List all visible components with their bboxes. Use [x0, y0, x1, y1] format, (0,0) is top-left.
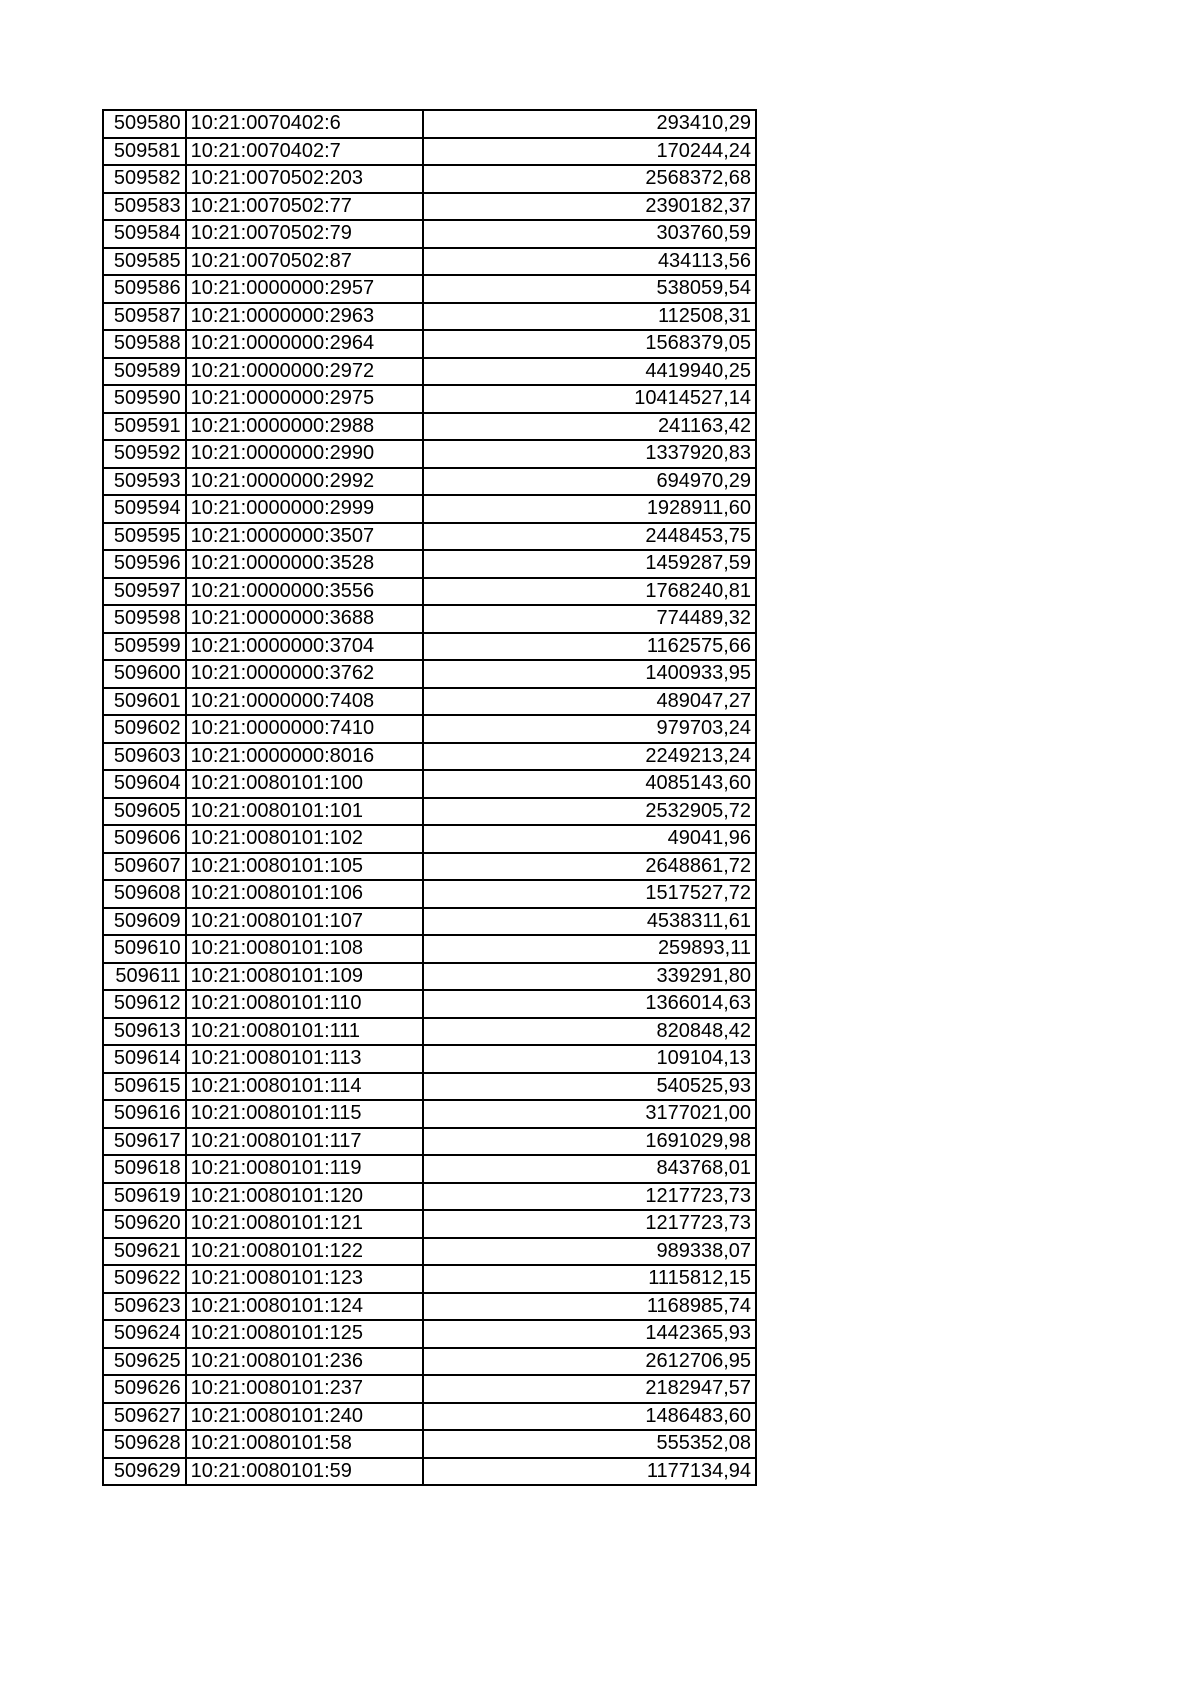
- row-number-cell: 509614: [103, 1045, 186, 1073]
- cadastral-value-cell: 339291,80: [423, 963, 756, 991]
- cadastral-value-cell: 1486483,60: [423, 1403, 756, 1431]
- cadastral-number-cell: 10:21:0080101:119: [186, 1155, 424, 1183]
- table-row: [103, 1238, 756, 1266]
- table-row: [103, 165, 756, 193]
- cadastral-number-cell: 10:21:0070502:77: [186, 193, 424, 221]
- cadastral-number-cell: 10:21:0000000:2975: [186, 385, 424, 413]
- table-row: [103, 385, 756, 413]
- cadastral-number-cell: 10:21:0000000:8016: [186, 743, 424, 771]
- cadastral-number-cell: 10:21:0080101:100: [186, 770, 424, 798]
- table-row: [103, 605, 756, 633]
- cadastral-value-cell: 241163,42: [423, 413, 756, 441]
- table-row: [103, 138, 756, 166]
- cadastral-value-cell: 555352,08: [423, 1430, 756, 1458]
- cadastral-value-cell: 843768,01: [423, 1155, 756, 1183]
- table-row: [103, 825, 756, 853]
- row-number-cell: 509623: [103, 1293, 186, 1321]
- cadastral-value-cell: 4419940,25: [423, 358, 756, 386]
- table-row: [103, 220, 756, 248]
- table-row: [103, 798, 756, 826]
- table-row: [103, 1128, 756, 1156]
- cadastral-number-cell: 10:21:0080101:121: [186, 1210, 424, 1238]
- table-row: [103, 1100, 756, 1128]
- cadastral-value-cell: 434113,56: [423, 248, 756, 276]
- cadastral-value-cell: 2648861,72: [423, 853, 756, 881]
- table-row: [103, 963, 756, 991]
- row-number-cell: 509598: [103, 605, 186, 633]
- table-row: [103, 1183, 756, 1211]
- table-row: [103, 633, 756, 661]
- row-number-cell: 509611: [103, 963, 186, 991]
- cadastral-number-cell: 10:21:0070402:6: [186, 110, 424, 138]
- row-number-cell: 509584: [103, 220, 186, 248]
- cadastral-number-cell: 10:21:0080101:236: [186, 1348, 424, 1376]
- cadastral-value-cell: 1400933,95: [423, 660, 756, 688]
- row-number-cell: 509606: [103, 825, 186, 853]
- row-number-cell: 509581: [103, 138, 186, 166]
- cadastral-value-cell: 820848,42: [423, 1018, 756, 1046]
- cadastral-value-cell: 259893,11: [423, 935, 756, 963]
- table-row: [103, 853, 756, 881]
- cadastral-number-cell: 10:21:0080101:106: [186, 880, 424, 908]
- cadastral-number-cell: 10:21:0070402:7: [186, 138, 424, 166]
- table-row: [103, 743, 756, 771]
- cadastral-value-table: [102, 109, 757, 1486]
- cadastral-number-cell: 10:21:0080101:108: [186, 935, 424, 963]
- cadastral-number-cell: 10:21:0080101:120: [186, 1183, 424, 1211]
- cadastral-value-cell: 540525,93: [423, 1073, 756, 1101]
- table-row: [103, 110, 756, 138]
- table-row: [103, 660, 756, 688]
- table-row: [103, 523, 756, 551]
- cadastral-value-cell: 112508,31: [423, 303, 756, 331]
- table-row: [103, 990, 756, 1018]
- cadastral-number-cell: 10:21:0080101:109: [186, 963, 424, 991]
- row-number-cell: 509613: [103, 1018, 186, 1046]
- cadastral-value-cell: 1568379,05: [423, 330, 756, 358]
- row-number-cell: 509620: [103, 1210, 186, 1238]
- table-row: [103, 1403, 756, 1431]
- cadastral-number-cell: 10:21:0000000:2988: [186, 413, 424, 441]
- table-row: [103, 1375, 756, 1403]
- table-row: [103, 1430, 756, 1458]
- cadastral-value-cell: 989338,07: [423, 1238, 756, 1266]
- cadastral-value-cell: 538059,54: [423, 275, 756, 303]
- table-row: [103, 495, 756, 523]
- row-number-cell: 509592: [103, 440, 186, 468]
- table-row: [103, 440, 756, 468]
- cadastral-number-cell: 10:21:0000000:3688: [186, 605, 424, 633]
- cadastral-number-cell: 10:21:0070502:79: [186, 220, 424, 248]
- cadastral-number-cell: 10:21:0080101:117: [186, 1128, 424, 1156]
- row-number-cell: 509591: [103, 413, 186, 441]
- cadastral-number-cell: 10:21:0000000:2964: [186, 330, 424, 358]
- table-row: [103, 550, 756, 578]
- cadastral-value-cell: 2612706,95: [423, 1348, 756, 1376]
- cadastral-number-cell: 10:21:0000000:2992: [186, 468, 424, 496]
- cadastral-number-cell: 10:21:0000000:3556: [186, 578, 424, 606]
- cadastral-number-cell: 10:21:0080101:115: [186, 1100, 424, 1128]
- table-row: [103, 1320, 756, 1348]
- cadastral-number-cell: 10:21:0000000:3528: [186, 550, 424, 578]
- row-number-cell: 509615: [103, 1073, 186, 1101]
- cadastral-number-cell: 10:21:0000000:2999: [186, 495, 424, 523]
- cadastral-value-cell: 2249213,24: [423, 743, 756, 771]
- table-row: [103, 303, 756, 331]
- cadastral-value-cell: 1768240,81: [423, 578, 756, 606]
- row-number-cell: 509607: [103, 853, 186, 881]
- row-number-cell: 509600: [103, 660, 186, 688]
- cadastral-value-cell: 10414527,14: [423, 385, 756, 413]
- cadastral-number-cell: 10:21:0080101:113: [186, 1045, 424, 1073]
- row-number-cell: 509583: [103, 193, 186, 221]
- cadastral-number-cell: 10:21:0080101:240: [186, 1403, 424, 1431]
- row-number-cell: 509612: [103, 990, 186, 1018]
- cadastral-number-cell: 10:21:0080101:59: [186, 1458, 424, 1486]
- cadastral-value-cell: 293410,29: [423, 110, 756, 138]
- cadastral-number-cell: 10:21:0080101:114: [186, 1073, 424, 1101]
- cadastral-value-cell: 1442365,93: [423, 1320, 756, 1348]
- table-row: [103, 1045, 756, 1073]
- row-number-cell: 509621: [103, 1238, 186, 1266]
- cadastral-number-cell: 10:21:0080101:102: [186, 825, 424, 853]
- cadastral-number-cell: 10:21:0000000:7408: [186, 688, 424, 716]
- row-number-cell: 509605: [103, 798, 186, 826]
- table-row: [103, 1018, 756, 1046]
- table-row: [103, 880, 756, 908]
- cadastral-number-cell: 10:21:0000000:2957: [186, 275, 424, 303]
- row-number-cell: 509595: [103, 523, 186, 551]
- cadastral-number-cell: 10:21:0080101:124: [186, 1293, 424, 1321]
- row-number-cell: 509602: [103, 715, 186, 743]
- cadastral-value-cell: 979703,24: [423, 715, 756, 743]
- cadastral-number-cell: 10:21:0080101:125: [186, 1320, 424, 1348]
- row-number-cell: 509608: [103, 880, 186, 908]
- table-row: [103, 248, 756, 276]
- cadastral-value-cell: 2390182,37: [423, 193, 756, 221]
- cadastral-value-cell: 489047,27: [423, 688, 756, 716]
- table-row: [103, 578, 756, 606]
- cadastral-value-cell: 109104,13: [423, 1045, 756, 1073]
- table-row: [103, 688, 756, 716]
- row-number-cell: 509619: [103, 1183, 186, 1211]
- cadastral-value-cell: 694970,29: [423, 468, 756, 496]
- cadastral-value-cell: 1217723,73: [423, 1183, 756, 1211]
- cadastral-value-cell: 1459287,59: [423, 550, 756, 578]
- row-number-cell: 509594: [103, 495, 186, 523]
- row-number-cell: 509580: [103, 110, 186, 138]
- cadastral-value-cell: 2182947,57: [423, 1375, 756, 1403]
- cadastral-value-cell: 1337920,83: [423, 440, 756, 468]
- table-row: [103, 358, 756, 386]
- row-number-cell: 509604: [103, 770, 186, 798]
- row-number-cell: 509625: [103, 1348, 186, 1376]
- row-number-cell: 509587: [103, 303, 186, 331]
- row-number-cell: 509588: [103, 330, 186, 358]
- cadastral-value-cell: 2448453,75: [423, 523, 756, 551]
- cadastral-value-cell: 3177021,00: [423, 1100, 756, 1128]
- row-number-cell: 509626: [103, 1375, 186, 1403]
- cadastral-value-cell: 1366014,63: [423, 990, 756, 1018]
- cadastral-number-cell: 10:21:0080101:110: [186, 990, 424, 1018]
- cadastral-number-cell: 10:21:0080101:58: [186, 1430, 424, 1458]
- table-row: [103, 770, 756, 798]
- cadastral-number-cell: 10:21:0000000:2972: [186, 358, 424, 386]
- cadastral-number-cell: 10:21:0000000:3507: [186, 523, 424, 551]
- table-row: [103, 715, 756, 743]
- row-number-cell: 509586: [103, 275, 186, 303]
- row-number-cell: 509593: [103, 468, 186, 496]
- cadastral-value-cell: 1177134,94: [423, 1458, 756, 1486]
- cadastral-number-cell: 10:21:0070502:203: [186, 165, 424, 193]
- cadastral-value-cell: 1517527,72: [423, 880, 756, 908]
- row-number-cell: 509596: [103, 550, 186, 578]
- cadastral-number-cell: 10:21:0070502:87: [186, 248, 424, 276]
- table-row: [103, 1073, 756, 1101]
- table-row: [103, 1210, 756, 1238]
- cadastral-value-cell: 2532905,72: [423, 798, 756, 826]
- table-row: [103, 1155, 756, 1183]
- table-body: [103, 110, 756, 1485]
- row-number-cell: 509624: [103, 1320, 186, 1348]
- cadastral-value-cell: 4085143,60: [423, 770, 756, 798]
- row-number-cell: 509610: [103, 935, 186, 963]
- cadastral-value-cell: 49041,96: [423, 825, 756, 853]
- row-number-cell: 509597: [103, 578, 186, 606]
- row-number-cell: 509590: [103, 385, 186, 413]
- row-number-cell: 509582: [103, 165, 186, 193]
- row-number-cell: 509599: [103, 633, 186, 661]
- cadastral-number-cell: 10:21:0080101:237: [186, 1375, 424, 1403]
- cadastral-value-cell: 2568372,68: [423, 165, 756, 193]
- row-number-cell: 509627: [103, 1403, 186, 1431]
- cadastral-value-cell: 1217723,73: [423, 1210, 756, 1238]
- table-row: [103, 413, 756, 441]
- row-number-cell: 509609: [103, 908, 186, 936]
- row-number-cell: 509622: [103, 1265, 186, 1293]
- cadastral-value-cell: 1691029,98: [423, 1128, 756, 1156]
- cadastral-number-cell: 10:21:0080101:101: [186, 798, 424, 826]
- table-row: [103, 330, 756, 358]
- cadastral-number-cell: 10:21:0080101:123: [186, 1265, 424, 1293]
- cadastral-value-cell: 1115812,15: [423, 1265, 756, 1293]
- row-number-cell: 509589: [103, 358, 186, 386]
- table-row: [103, 193, 756, 221]
- table-row: [103, 1348, 756, 1376]
- cadastral-number-cell: 10:21:0080101:105: [186, 853, 424, 881]
- cadastral-value-cell: 1168985,74: [423, 1293, 756, 1321]
- table-row: [103, 1265, 756, 1293]
- row-number-cell: 509601: [103, 688, 186, 716]
- row-number-cell: 509616: [103, 1100, 186, 1128]
- row-number-cell: 509629: [103, 1458, 186, 1486]
- cadastral-number-cell: 10:21:0080101:107: [186, 908, 424, 936]
- cadastral-value-cell: 170244,24: [423, 138, 756, 166]
- row-number-cell: 509585: [103, 248, 186, 276]
- cadastral-value-cell: 1162575,66: [423, 633, 756, 661]
- cadastral-number-cell: 10:21:0000000:2963: [186, 303, 424, 331]
- table-row: [103, 908, 756, 936]
- row-number-cell: 509603: [103, 743, 186, 771]
- table-row: [103, 468, 756, 496]
- cadastral-number-cell: 10:21:0000000:2990: [186, 440, 424, 468]
- row-number-cell: 509618: [103, 1155, 186, 1183]
- cadastral-number-cell: 10:21:0080101:122: [186, 1238, 424, 1266]
- row-number-cell: 509628: [103, 1430, 186, 1458]
- table-row: [103, 1458, 756, 1486]
- cadastral-number-cell: 10:21:0000000:3704: [186, 633, 424, 661]
- cadastral-value-cell: 774489,32: [423, 605, 756, 633]
- cadastral-value-cell: 4538311,61: [423, 908, 756, 936]
- cadastral-number-cell: 10:21:0000000:7410: [186, 715, 424, 743]
- cadastral-number-cell: 10:21:0080101:111: [186, 1018, 424, 1046]
- table-row: [103, 935, 756, 963]
- table-row: [103, 275, 756, 303]
- cadastral-number-cell: 10:21:0000000:3762: [186, 660, 424, 688]
- cadastral-value-cell: 1928911,60: [423, 495, 756, 523]
- cadastral-value-cell: 303760,59: [423, 220, 756, 248]
- row-number-cell: 509617: [103, 1128, 186, 1156]
- table-row: [103, 1293, 756, 1321]
